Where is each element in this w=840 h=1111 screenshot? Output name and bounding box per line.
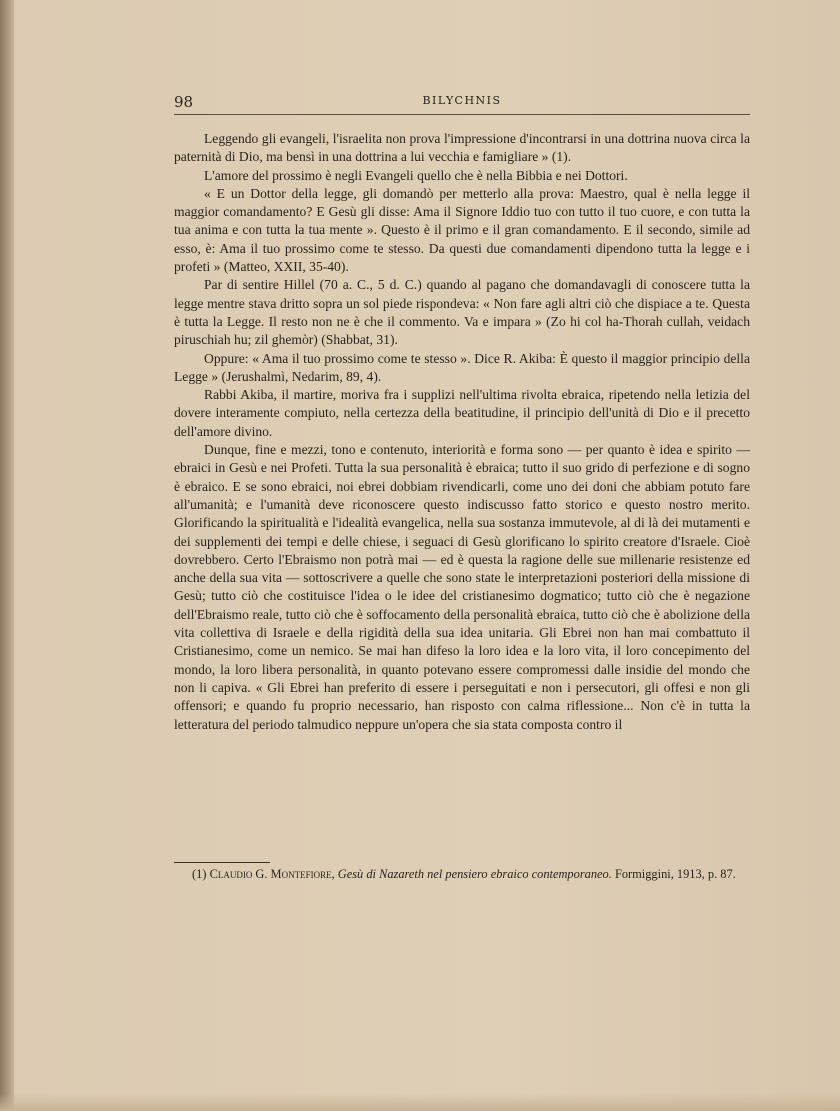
- paragraph: Dunque, fine e mezzi, tono e contenuto, interiorità e forma sono — per quanto è idea e spirito — ebraici in Gesù e nei Profeti. Tutta la sua personalità è ebraica; tutto il suo grido di perfezione e di sogno è ebraico. E se sono ebraici, noi ebrei dobbiam rivendicarli, come uno dei doni che abbiam potuto fare all'umanità; e l'umanità deve riconoscere questo indiscusso fatto storico e questo nostro merito. Glorificando la spiritualità e l'idealità evangelica, nella sua sostanza immutevole, al di là dei mutamenti e dei supplementi dei tempi e delle chiese, i seguaci di Gesù glorificano lo spirito creatore d'Israele. Cioè dovrebbero. Certo l'Ebraismo non potrà mai — ed è questa la ragione delle sue millenarie resistenze ed anche della sua vita — sottoscrivere a quelle che sono state le interpretazioni posteriori della missione di Gesù; tutto ciò che costituisce l'idea o le idee del cristianesimo dogmatico; tutto ciò che è negazione dell'Ebraismo reale, tutto ciò che è soffocamento della personalità ebraica, tutto ciò che è abolizione della vita collettiva di Israele e della rigidità della sua idea unitaria. Gli Ebrei non han mai combattuto il Cristianesimo, come un nemico. Se mai han difeso la loro idea e la loro vita, il loro concepimento del mondo, la loro libera personalità, in quanto potevano essere compromessi dalle insidie del mondo che non li capiva. « Gli Ebrei han preferito di essere i perseguitati e non i persecutori, gli offesi e non gli offensori; e quando fu proprio necessario, han risposto con calma riflessione... Non c'è in tutta la letteratura del periodo talmudico neppure un'opera che sia stata composta contro il: [174, 442, 750, 732]
- paragraph: Par di sentire Hillel (70 a. C., 5 d. C.) quando al pagano che domandavagli di conoscere tutta la legge mentre stava dritto sopra un sol piede rispondeva: « Non fare agli altri ciò che dispiace a te. Questa è tutta la Legge. Il resto non ne è che il commento. Va e impara » (Zo hi col ha-Thorah cullah, veidach piruschiah hu; zil ghemòr) (Shabbat, 31).: [174, 277, 750, 348]
- paragraph: Rabbi Akiba, il martire, moriva fra i supplizi nell'ultima rivolta ebraica, ripetendo nella letizia del dovere interamente compiuto, nella certezza della beatitudine, il principio dell'unità di Dio e il precetto dell'amore divino.: [174, 387, 750, 439]
- body-text: [174, 130, 750, 734]
- footnote-title: Gesù di Nazareth nel pensiero ebraico contemporaneo.: [337, 867, 612, 881]
- paragraph: « E un Dottor della legge, gli domandò per metterlo alla prova: Maestro, qual è nella legge il maggior comandamento? E Gesù gli disse: Ama il Signore Iddio tuo con tutto il tuo cuore, e con tutta la tua anima e con tutta la tua mente ». Questo è il primo e il gran comandamento. E il secondo, simile ad esso, è: Ama il tuo prossimo come te stesso. Da questi due comandamenti dipendono tutta la legge e i profeti » (Matteo, XXII, 35-40).: [174, 185, 750, 275]
- footnote-marker: (1): [192, 867, 207, 881]
- page-number: 98: [174, 93, 194, 111]
- footnote-rule: [174, 862, 270, 863]
- paragraph: Oppure: « Ama il tuo prossimo come te stesso ». Dice R. Akiba: È questo il maggior principio della Legge » (Jerushalmì, Nedarim, 89, 4).: [174, 350, 750, 384]
- page-header: [174, 93, 750, 113]
- paragraph: Leggendo gli evangeli, l'israelita non prova l'impressione d'incontrarsi in una dottrina nuova circa la paternità di Dio, ma bensì in una dottrina a lui vecchia e famigliare » (1).: [174, 131, 750, 165]
- header-rule: [174, 114, 750, 115]
- footnote-publisher: Formiggini, 1913, p. 87.: [614, 867, 736, 881]
- footnote: (1) Claudio G. Montefiore, Gesù di Nazareth nel pensiero ebraico contemporaneo. Formiggini, 1913, p. 87.: [192, 867, 736, 881]
- footnote-author: Claudio G. Montefiore: [209, 867, 332, 881]
- running-title: BILYCHNIS: [422, 94, 502, 107]
- paragraph: L'amore del prossimo è negli Evangeli quello che è nella Bibbia e nei Dottori.: [204, 167, 628, 183]
